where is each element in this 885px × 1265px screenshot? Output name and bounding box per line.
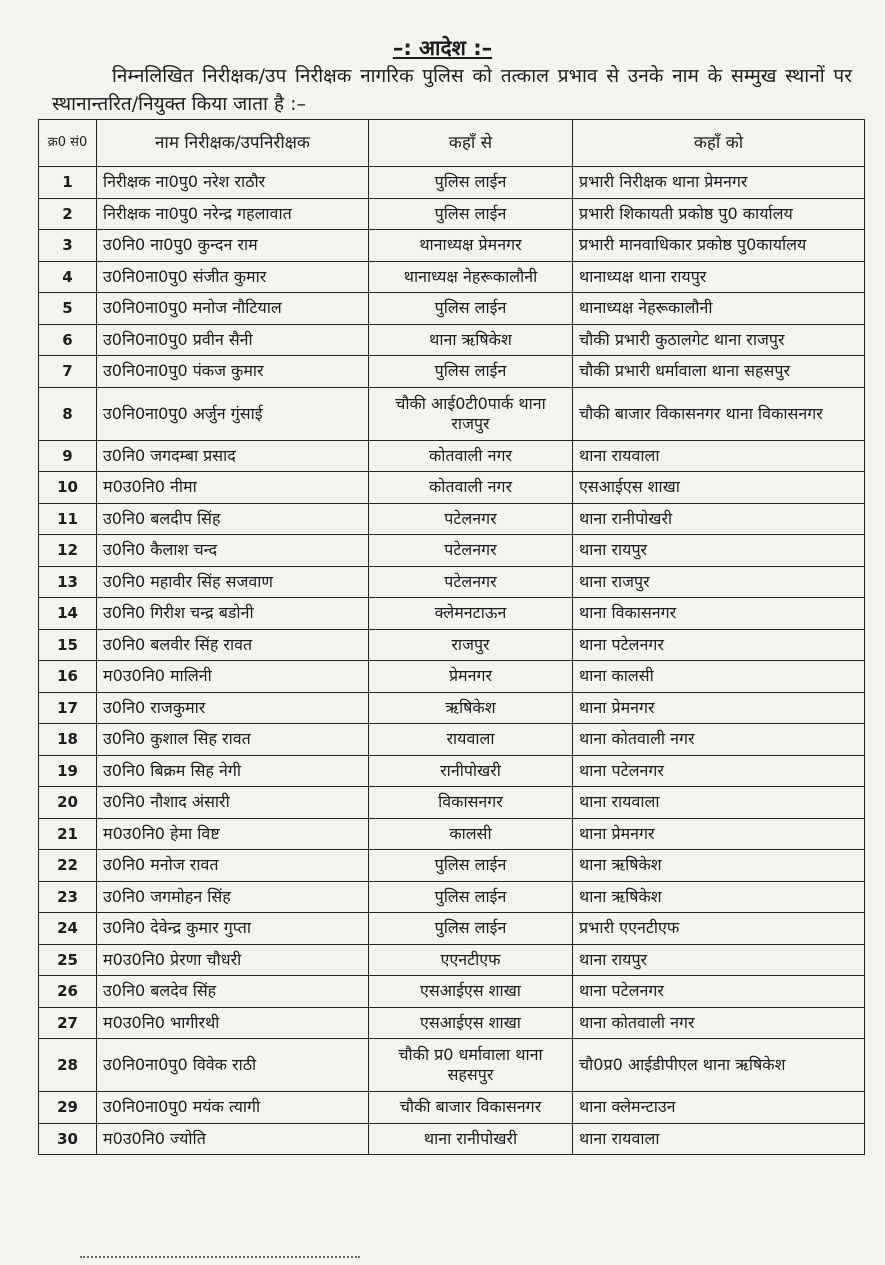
- table-row: [39, 387, 865, 440]
- cell-name: उ0नि0 महावीर सिंह सजवाण: [97, 566, 369, 598]
- table-row: [39, 324, 865, 356]
- table-row: [39, 787, 865, 819]
- cell-serial: 5: [39, 293, 97, 325]
- cell-name: म0उ0नि0 भागीरथी: [97, 1007, 369, 1039]
- table-row: [39, 535, 865, 567]
- cell-to: थाना कोतवाली नगर: [573, 1007, 865, 1039]
- cell-from: पटेलनगर: [369, 503, 573, 535]
- table-row: [39, 661, 865, 693]
- cell-name: म0उ0नि0 प्रेरणा चौधरी: [97, 944, 369, 976]
- cell-to: थाना रानीपोखरी: [573, 503, 865, 535]
- cell-serial: 16: [39, 661, 97, 693]
- cell-to: थाना रायवाला: [573, 1123, 865, 1155]
- cell-name: उ0नि0 देवेन्द्र कुमार गुप्ता: [97, 913, 369, 945]
- table-row: [39, 261, 865, 293]
- cell-serial: 14: [39, 598, 97, 630]
- cell-name: उ0नि0ना0पु0 प्रवीन सैनी: [97, 324, 369, 356]
- cell-name: उ0नि0ना0पु0 मयंक त्यागी: [97, 1092, 369, 1124]
- cell-from: राजपुर: [369, 629, 573, 661]
- cell-serial: 21: [39, 818, 97, 850]
- cell-serial: 6: [39, 324, 97, 356]
- cell-serial: 7: [39, 356, 97, 388]
- cell-to: थाना क्लेमन्टाउन: [573, 1092, 865, 1124]
- cell-name: म0उ0नि0 नीमा: [97, 472, 369, 504]
- cell-from: एसआईएस शाखा: [369, 1007, 573, 1039]
- cell-serial: 3: [39, 230, 97, 262]
- cell-name: उ0नि0 बलदीप सिंह: [97, 503, 369, 535]
- cell-to: थाना रायवाला: [573, 787, 865, 819]
- table-row: [39, 503, 865, 535]
- cell-name: उ0नि0 जगमोहन सिंह: [97, 881, 369, 913]
- cell-from: पुलिस लाईन: [369, 881, 573, 913]
- table-row: [39, 944, 865, 976]
- cell-serial: 9: [39, 440, 97, 472]
- table-row: [39, 1092, 865, 1124]
- cell-from: प्रेमनगर: [369, 661, 573, 693]
- cell-from: एएनटीएफ: [369, 944, 573, 976]
- cell-to: प्रभारी निरीक्षक थाना प्रेमनगर: [573, 167, 865, 199]
- cell-name: निरीक्षक ना0पु0 नरेश राठौर: [97, 167, 369, 199]
- cell-to: थाना रायवाला: [573, 440, 865, 472]
- cell-serial: 24: [39, 913, 97, 945]
- cell-name: उ0नि0ना0पु0 पंकज कुमार: [97, 356, 369, 388]
- cell-name: उ0नि0ना0पु0 विवेक राठी: [97, 1039, 369, 1092]
- cell-name: उ0नि0 बलदेव सिंह: [97, 976, 369, 1008]
- cell-from: ऋषिकेश: [369, 692, 573, 724]
- table-row: [39, 1123, 865, 1155]
- cell-name: उ0नि0 कैलाश चन्द: [97, 535, 369, 567]
- cell-serial: 25: [39, 944, 97, 976]
- cell-to: थानाध्यक्ष नेहरूकालौनी: [573, 293, 865, 325]
- table-row: [39, 293, 865, 325]
- cell-serial: 17: [39, 692, 97, 724]
- table-row: [39, 1039, 865, 1092]
- cell-name: म0उ0नि0 ज्योति: [97, 1123, 369, 1155]
- cell-to: चौकी बाजार विकासनगर थाना विकासनगर: [573, 387, 865, 440]
- cell-from: थाना रानीपोखरी: [369, 1123, 573, 1155]
- cell-to: थाना रायपुर: [573, 535, 865, 567]
- cell-serial: 18: [39, 724, 97, 756]
- cell-to: थाना रायपुर: [573, 944, 865, 976]
- table-row: [39, 440, 865, 472]
- cell-to: थाना कोतवाली नगर: [573, 724, 865, 756]
- table-row: [39, 1007, 865, 1039]
- cell-serial: 29: [39, 1092, 97, 1124]
- cell-serial: 13: [39, 566, 97, 598]
- cell-from: चौकी बाजार विकासनगर: [369, 1092, 573, 1124]
- cell-from: पुलिस लाईन: [369, 850, 573, 882]
- cell-serial: 15: [39, 629, 97, 661]
- table-row: [39, 598, 865, 630]
- cell-serial: 26: [39, 976, 97, 1008]
- cell-from: रायवाला: [369, 724, 573, 756]
- cell-from: पुलिस लाईन: [369, 167, 573, 199]
- cell-from: चौकी आई0टी0पार्क थाना राजपुर: [369, 387, 573, 440]
- cell-serial: 11: [39, 503, 97, 535]
- cell-name: उ0नि0 नौशाद अंसारी: [97, 787, 369, 819]
- cell-name: उ0नि0ना0पु0 मनोज नौटियाल: [97, 293, 369, 325]
- cell-from: क्लेमनटाऊन: [369, 598, 573, 630]
- table-row: [39, 881, 865, 913]
- cell-name: उ0नि0ना0पु0 अर्जुन गुंसाई: [97, 387, 369, 440]
- cell-from: रानीपोखरी: [369, 755, 573, 787]
- cell-serial: 2: [39, 198, 97, 230]
- cell-name: म0उ0नि0 हेमा विष्ट: [97, 818, 369, 850]
- cell-name: उ0नि0 बलवीर सिंह रावत: [97, 629, 369, 661]
- cell-from: पुलिस लाईन: [369, 198, 573, 230]
- cell-from: पुलिस लाईन: [369, 293, 573, 325]
- cell-to: थाना ऋषिकेश: [573, 850, 865, 882]
- cell-to: प्रभारी मानवाधिकार प्रकोष्ठ पु0कार्यालय: [573, 230, 865, 262]
- cell-from: विकासनगर: [369, 787, 573, 819]
- cell-to: चौकी प्रभारी कुठालगेट थाना राजपुर: [573, 324, 865, 356]
- cell-from: पटेलनगर: [369, 535, 573, 567]
- cell-name: उ0नि0 मनोज रावत: [97, 850, 369, 882]
- table-row: [39, 976, 865, 1008]
- table-row: [39, 356, 865, 388]
- cell-to: थाना पटेलनगर: [573, 755, 865, 787]
- cell-from: कोतवाली नगर: [369, 440, 573, 472]
- table-row: [39, 692, 865, 724]
- cell-from: पुलिस लाईन: [369, 356, 573, 388]
- table-row: [39, 850, 865, 882]
- cell-name: उ0नि0 बिक्रम सिह नेगी: [97, 755, 369, 787]
- cell-from: थानाध्यक्ष नेहरूकालौनी: [369, 261, 573, 293]
- cell-to: थाना प्रेमनगर: [573, 692, 865, 724]
- transfer-table: [38, 119, 865, 1155]
- order-heading: –: आदेश :–: [392, 36, 493, 60]
- table-row: [39, 755, 865, 787]
- cell-serial: 22: [39, 850, 97, 882]
- cell-to: थाना विकासनगर: [573, 598, 865, 630]
- cell-to: प्रभारी एएनटीएफ: [573, 913, 865, 945]
- cell-serial: 10: [39, 472, 97, 504]
- cell-serial: 27: [39, 1007, 97, 1039]
- cut-off-text-line: [80, 1256, 360, 1264]
- cell-serial: 4: [39, 261, 97, 293]
- col-header-sn: क्र0 सं0: [39, 120, 97, 167]
- cell-name: उ0नि0 ना0पु0 कुन्दन राम: [97, 230, 369, 262]
- cell-to: थाना राजपुर: [573, 566, 865, 598]
- col-header-name: नाम निरीक्षक/उपनिरीक्षक: [97, 120, 369, 167]
- cell-serial: 23: [39, 881, 97, 913]
- cell-to: प्रभारी शिकायती प्रकोष्ठ पु0 कार्यालय: [573, 198, 865, 230]
- table-row: [39, 818, 865, 850]
- table-row: [39, 167, 865, 199]
- table-row: [39, 198, 865, 230]
- table-row: [39, 230, 865, 262]
- cell-from: कोतवाली नगर: [369, 472, 573, 504]
- table-row: [39, 724, 865, 756]
- cell-from: कालसी: [369, 818, 573, 850]
- cell-serial: 20: [39, 787, 97, 819]
- cell-name: म0उ0नि0 मालिनी: [97, 661, 369, 693]
- cell-to: थाना ऋषिकेश: [573, 881, 865, 913]
- cell-name: उ0नि0 जगदम्बा प्रसाद: [97, 440, 369, 472]
- cell-from: पुलिस लाईन: [369, 913, 573, 945]
- cell-to: एसआईएस शाखा: [573, 472, 865, 504]
- cell-serial: 19: [39, 755, 97, 787]
- cell-name: उ0नि0ना0पु0 संजीत कुमार: [97, 261, 369, 293]
- order-intro: निम्नलिखित निरीक्षक/उप निरीक्षक नागरिक पुलिस को तत्काल प्रभाव से उनके नाम के सम्मुख स्थानों पर स्थानान्तरित/नियुक्त किया जाता है :–: [52, 65, 852, 115]
- table-row: [39, 629, 865, 661]
- table-row: [39, 566, 865, 598]
- cell-serial: 1: [39, 167, 97, 199]
- cell-to: थाना कालसी: [573, 661, 865, 693]
- cell-from: थानाध्यक्ष प्रेमनगर: [369, 230, 573, 262]
- col-header-from: कहाँ से: [369, 120, 573, 167]
- cell-from: एसआईएस शाखा: [369, 976, 573, 1008]
- col-header-to: कहाँ को: [573, 120, 865, 167]
- cell-name: उ0नि0 गिरीश चन्द्र बडोनी: [97, 598, 369, 630]
- cell-to: चौ0प्र0 आईडीपीएल थाना ऋषिकेश: [573, 1039, 865, 1092]
- cell-to: थाना पटेलनगर: [573, 629, 865, 661]
- cell-name: उ0नि0 कुशाल सिह रावत: [97, 724, 369, 756]
- cell-serial: 8: [39, 387, 97, 440]
- table-row: [39, 913, 865, 945]
- cell-name: निरीक्षक ना0पु0 नरेन्द्र गहलावात: [97, 198, 369, 230]
- cell-to: थाना पटेलनगर: [573, 976, 865, 1008]
- cell-serial: 28: [39, 1039, 97, 1092]
- table-header-row: [39, 120, 865, 167]
- cell-name: उ0नि0 राजकुमार: [97, 692, 369, 724]
- cell-from: पटेलनगर: [369, 566, 573, 598]
- cell-from: थाना ऋषिकेश: [369, 324, 573, 356]
- cell-to: चौकी प्रभारी धर्मावाला थाना सहसपुर: [573, 356, 865, 388]
- cell-serial: 12: [39, 535, 97, 567]
- cell-to: थाना प्रेमनगर: [573, 818, 865, 850]
- cell-serial: 30: [39, 1123, 97, 1155]
- table-row: [39, 472, 865, 504]
- cell-to: थानाध्यक्ष थाना रायपुर: [573, 261, 865, 293]
- cell-from: चौकी प्र0 धर्मावाला थाना सहसपुर: [369, 1039, 573, 1092]
